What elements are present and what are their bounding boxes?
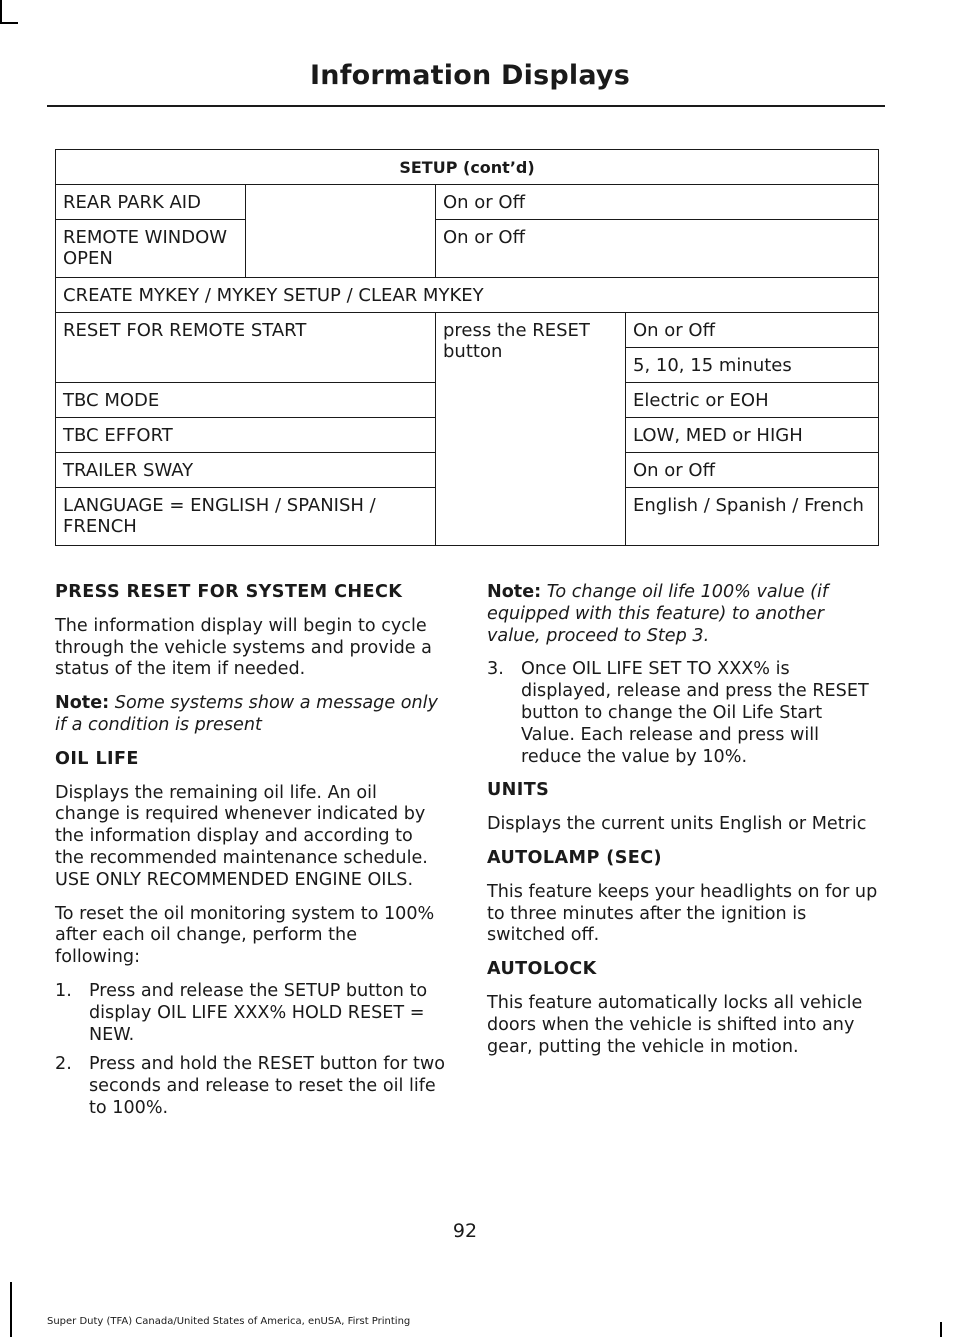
table-cell-label: CREATE MYKEY / MYKEY SETUP / CLEAR MYKEY (56, 278, 879, 313)
note-label: Note: (487, 582, 542, 602)
paragraph-system-check: The information display will begin to cycle through the vehicle systems and provide a status of the item if needed. (55, 615, 432, 680)
step-number: 2. (55, 1054, 72, 1075)
crop-mark-bottom-right (940, 1322, 942, 1337)
table-row (56, 185, 879, 220)
table-cell-value: English / Spanish / French (626, 488, 879, 546)
footer-text: Super Duty (TFA) Canada/United States of America, enUSA, First Printing (47, 1316, 411, 1327)
left-column (55, 582, 447, 1132)
step3-list (487, 659, 879, 768)
heading-oil-life: OIL LIFE (55, 748, 139, 769)
paragraph-oil-life: Displays the remaining oil life. An oil change is required whenever indicated by the information display and according to the recommended maintenance schedule. USE ONLY RECOMMENDED ENGINE OILS. (55, 782, 428, 890)
note-label: Note: (55, 693, 110, 714)
list-item (487, 659, 879, 768)
crop-mark-bottom-left (10, 1282, 12, 1337)
list-item (55, 1054, 447, 1119)
table-cell-label: TBC MODE (56, 383, 436, 418)
heading-autolamp: AUTOLAMP (SEC) (487, 847, 662, 868)
crop-mark-top-left-h (0, 22, 18, 24)
table-row (56, 278, 879, 313)
table-row (56, 220, 879, 278)
section-title: Information Displays (310, 60, 630, 91)
step-text: Once OIL LIFE SET TO XXX% is displayed, release and press the RESET button to change the Oil Life Start Value. Each release and press will reduce the value by 10%. (521, 659, 869, 767)
paragraph-units: Displays the current units English or Metric (487, 814, 867, 835)
table-cell-value: On or Off (436, 185, 879, 220)
step-text: Press and hold the RESET button for two seconds and release to reset the oil life to 100%. (89, 1054, 446, 1118)
heading-autolock: AUTOLOCK (487, 959, 597, 980)
table-cell-label: LANGUAGE = ENGLISH / SPANISH / FRENCH (56, 488, 436, 546)
table-cell-value: Electric or EOH (626, 383, 879, 418)
table-cell-empty (246, 185, 436, 278)
table-cell-value: On or Off (626, 453, 879, 488)
table-cell-value: LOW, MED or HIGH (626, 418, 879, 453)
table-cell-action: press the RESET button (436, 313, 626, 546)
note-some-systems (55, 693, 447, 737)
table-cell-value: 5, 10, 15 minutes (626, 348, 879, 383)
header-rule (47, 105, 885, 107)
table-cell-label: RESET FOR REMOTE START (56, 313, 436, 383)
table-caption-row (56, 150, 879, 185)
right-column (487, 582, 879, 1070)
table-cell-label: REMOTE WINDOW OPEN (56, 220, 246, 278)
step-text: Press and release the SETUP button to display OIL LIFE XXX% HOLD RESET = NEW. (89, 980, 428, 1045)
note-text: Some systems show a message only if a condition is present (55, 693, 438, 735)
table-cell-value: On or Off (436, 220, 879, 278)
list-item (55, 981, 447, 1046)
paragraph-autolock: This feature automatically locks all vehicle doors when the vehicle is shifted into any gear, putting the vehicle in motion. (487, 992, 863, 1057)
table-cell-label: TRAILER SWAY (56, 453, 436, 488)
heading-system-check: PRESS RESET FOR SYSTEM CHECK (55, 582, 403, 602)
crop-mark-top-left-v (0, 0, 2, 22)
table-cell-label: REAR PARK AID (56, 185, 246, 220)
table-cell-value: On or Off (626, 313, 879, 348)
note-text: To change oil life 100% value (if equipped with this feature) to another value, proceed to Step 3. (487, 582, 829, 646)
table-caption: SETUP (cont’d) (56, 150, 879, 185)
reset-steps-list (55, 981, 447, 1120)
step-number: 3. (487, 659, 504, 680)
step-number: 1. (55, 980, 72, 1001)
page-number: 92 (452, 1220, 478, 1242)
note-change-oil-life (487, 582, 879, 647)
table-row (56, 313, 879, 348)
paragraph-autolamp: This feature keeps your headlights on for up to three minutes after the ignition is switched off. (487, 881, 878, 946)
setup-table (55, 149, 879, 546)
paragraph-reset-intro: To reset the oil monitoring system to 100% after each oil change, perform the following: (55, 903, 435, 968)
heading-units: UNITS (487, 780, 550, 801)
table-cell-label: TBC EFFORT (56, 418, 436, 453)
